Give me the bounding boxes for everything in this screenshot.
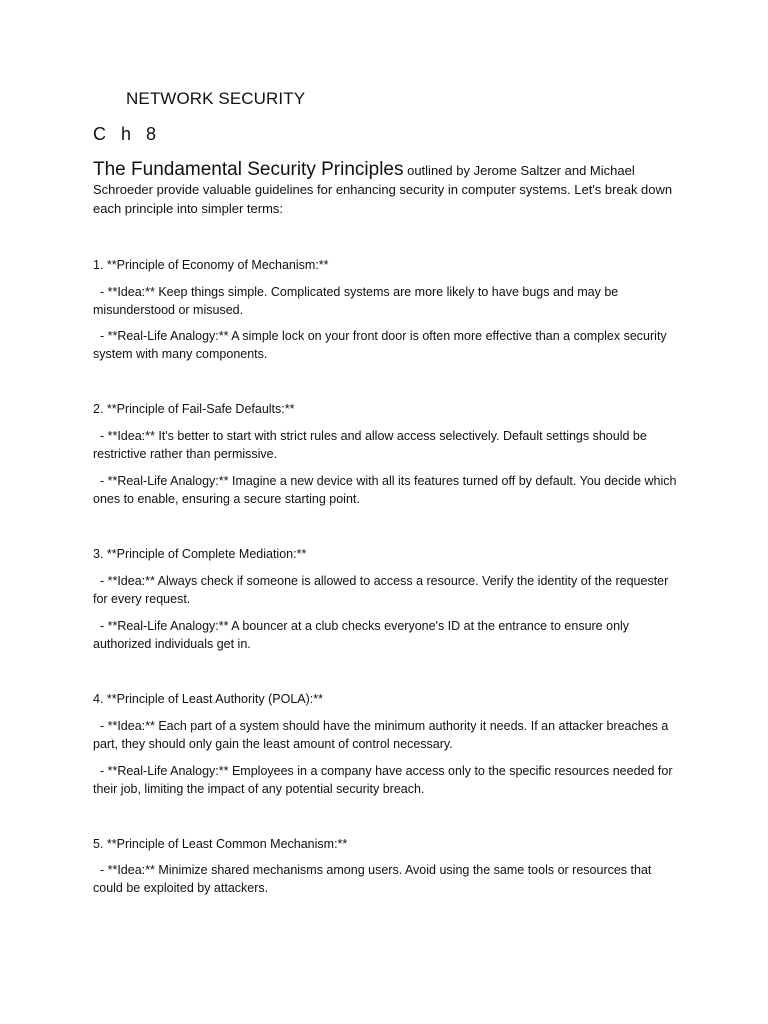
intro-text: outlined by Jerome Saltzer and Michael Schroeder provide valuable guidelines for enhancing security in computer systems. Let's break down each principle into simpler terms: xyxy=(93,163,673,216)
principle-analogy: - **Real-Life Analogy:** A bouncer at a club checks everyone's ID at the entrance to ensure only authorized individuals get in. xyxy=(93,619,633,651)
principle-heading: 1. **Principle of Economy of Mechanism:** xyxy=(93,258,329,272)
principle-heading: 2. **Principle of Fail-Safe Defaults:** xyxy=(93,402,295,416)
principle-heading: 3. **Principle of Complete Mediation:** xyxy=(93,547,307,561)
principle-analogy: - **Real-Life Analogy:** Imagine a new device with all its features turned off by default. You decide which ones to enable, ensuring a secure starting point. xyxy=(93,474,680,506)
principle-idea: - **Idea:** Always check if someone is allowed to access a resource. Verify the identity of the requester for every request. xyxy=(93,574,672,606)
principle-analogy: - **Real-Life Analogy:** A simple lock on your front door is often more effective than a complex security system with many components. xyxy=(93,329,671,361)
chapter-label: C h 8 xyxy=(93,124,162,144)
document-title: NETWORK SECURITY xyxy=(126,89,306,108)
principle-idea: - **Idea:** Minimize shared mechanisms among users. Avoid using the same tools or resources that could be exploited by attackers. xyxy=(93,863,655,895)
principle-analogy: - **Real-Life Analogy:** Employees in a company have access only to the specific resources needed for their job, limiting the impact of any potential security breach. xyxy=(93,764,676,796)
principle-idea: - **Idea:** Keep things simple. Complicated systems are more likely to have bugs and may be misunderstood or misused. xyxy=(93,285,622,317)
principle-heading: 5. **Principle of Least Common Mechanism:** xyxy=(93,837,348,851)
principle-heading: 4. **Principle of Least Authority (POLA):** xyxy=(93,692,323,706)
principle-idea: - **Idea:** Each part of a system should have the minimum authority it needs. If an attacker breaches a part, they should only gain the least amount of control necessary. xyxy=(93,719,672,751)
principle-idea: - **Idea:** It's better to start with strict rules and allow access selectively. Default settings should be restrictive rather than permissive. xyxy=(93,429,651,461)
intro-paragraph xyxy=(93,160,693,218)
intro-lead: The Fundamental Security Principles xyxy=(93,159,404,180)
